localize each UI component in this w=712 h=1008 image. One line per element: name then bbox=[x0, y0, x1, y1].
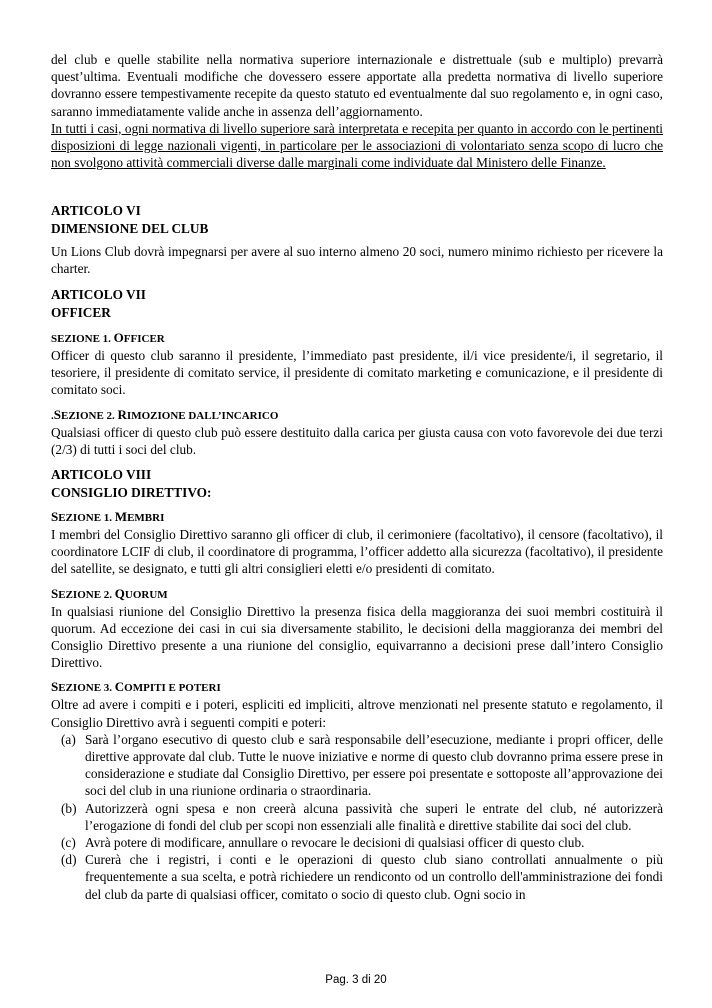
article-8-section-3-text: Oltre ad avere i compiti e i poteri, espliciti ed impliciti, altrove menzionati nel presente statuto e regolamento, il Consiglio Direttivo avrà i seguenti compiti e poteri: bbox=[51, 697, 663, 730]
article-7-subtitle: OFFICER bbox=[51, 304, 111, 320]
list-item-text: Sarà l’organo esecutivo di questo club e sarà responsabile dell’esecuzione, mediante i propri officer, delle direttive approvate dal club. Tutte le nuove iniziative e norme di questo club dovranno prima essere prese in considerazione e studiate dal Consiglio Direttivo, per essere poi presentate e sottoposte all’approvazione dei soci del club in una riunione ordinaria o straordinaria. bbox=[85, 731, 663, 799]
article-7-title: ARTICOLO VII bbox=[51, 287, 146, 302]
duties-list bbox=[61, 731, 663, 903]
article-8-section-2-text: In qualsiasi riunione del Consiglio Direttivo la presenza fisica della maggioranza dei suoi membri costituirà il quorum. Ad eccezione dei casi in cui sia diversamente stabilito, le decisioni della maggioranza dei membri del Consiglio Direttivo presente a una riunione del consiglio, equivarranno a decisioni prese dall’intero Consiglio Direttivo. bbox=[51, 603, 663, 671]
article-7-section-2-heading: .SEZIONE 2. RIMOZIONE DALL’INCARICO bbox=[51, 406, 279, 422]
list-item bbox=[61, 834, 663, 851]
article-6-title: ARTICOLO VI bbox=[51, 203, 141, 218]
article-6-text: Un Lions Club dovrà impegnarsi per avere al suo interno almeno 20 soci, numero minimo richiesto per ricevere la charter. bbox=[51, 244, 663, 277]
list-item bbox=[61, 851, 663, 903]
intro-section bbox=[51, 51, 663, 171]
article-8-section-1-text: I membri del Consiglio Direttivo saranno gli officer di club, il cerimoniere (facoltativo), il censore (facoltativo), il coordinatore LCIF di club, il coordinatore di programma, l’officer addetto alla sicurezza (facoltativo), il presidente del satellite, se designato, e tutti gli altri consiglieri eletti e/o presidenti di comitato. bbox=[51, 527, 663, 577]
list-item-text: Autorizzerà ogni spesa e non creerà alcuna passività che superi le entrate del club, né autorizzerà l’erogazione di fondi del club per scopi non essenziali alle finalità e direttive stabilite dai soci del club. bbox=[85, 800, 663, 833]
article-7-section-2-text: Qualsiasi officer di questo club può essere destituito dalla carica per giusta causa con voto favorevole dei due terzi (2/3) di tutti i soci del club. bbox=[51, 424, 663, 457]
article-8-title: ARTICOLO VIII bbox=[51, 467, 152, 482]
article-8 bbox=[51, 466, 663, 903]
article-7-section-1-text: Officer di questo club saranno il presidente, l’immediato past presidente, il/i vice presidente/i, il segretario, il tesoriere, il presidente di comitato service, il presidente di comitato marketing e comunicazione, e il presidente di comitato soci. bbox=[51, 348, 663, 398]
intro-underlined-paragraph: In tutti i casi, ogni normativa di livello superiore sarà interpretata e recepita per quanto in accordo con le pertinenti disposizioni di legge nazionali vigenti, in particolare per le associazioni di volontariato senza scopo di lucro che non svolgono attività commerciali diverse dalle marginali come individuate dal Ministero delle Finanze. bbox=[51, 120, 663, 171]
article-8-section-2-heading: SEZIONE 2. QUORUM bbox=[51, 585, 168, 601]
list-item-label: (b) bbox=[61, 800, 77, 816]
list-item-label: (c) bbox=[61, 835, 76, 851]
article-8-section-1-heading: SEZIONE 1. MEMBRI bbox=[51, 509, 165, 524]
list-item bbox=[61, 800, 663, 834]
article-6-subtitle: DIMENSIONE DEL CLUB bbox=[51, 220, 209, 236]
article-8-section-3-heading: SEZIONE 3. COMPITI E POTERI bbox=[51, 679, 221, 695]
article-7-section-1-heading: SEZIONE 1. OFFICER bbox=[51, 330, 165, 345]
article-7 bbox=[51, 286, 663, 458]
list-item-text: Curerà che i registri, i conti e le operazioni di questo club siano controllati annualmente o più frequentemente a sua scelta, e potrà richiedere un rendiconto od un controllo dell'amministrazione dei fondi del club da parte di qualsiasi officer, comitato o socio di questo club. Ogni socio in bbox=[85, 852, 663, 902]
article-6 bbox=[51, 202, 663, 277]
list-item-label: (a) bbox=[61, 731, 76, 747]
list-item-label: (d) bbox=[61, 852, 77, 868]
list-item bbox=[61, 731, 663, 800]
article-8-subtitle: CONSIGLIO DIRETTIVO: bbox=[51, 484, 212, 500]
page-number: Pag. 3 di 20 bbox=[325, 974, 387, 986]
intro-paragraph: del club e quelle stabilite nella normativa superiore internazionale e distrettuale (sub e multiplo) prevarrà quest’ultima. Eventuali modifiche che dovessero essere apportate alla predetta normativa di livello superiore dovranno essere tempestivamente recepite da questo statuto ed eventualmente dal suo regolamento e, in ogni caso, saranno immediatamente valide anche in assenza dell’aggiornamento. bbox=[51, 52, 663, 119]
list-item-text: Avrà potere di modificare, annullare o revocare le decisioni di qualsiasi officer di questo club. bbox=[85, 835, 585, 851]
